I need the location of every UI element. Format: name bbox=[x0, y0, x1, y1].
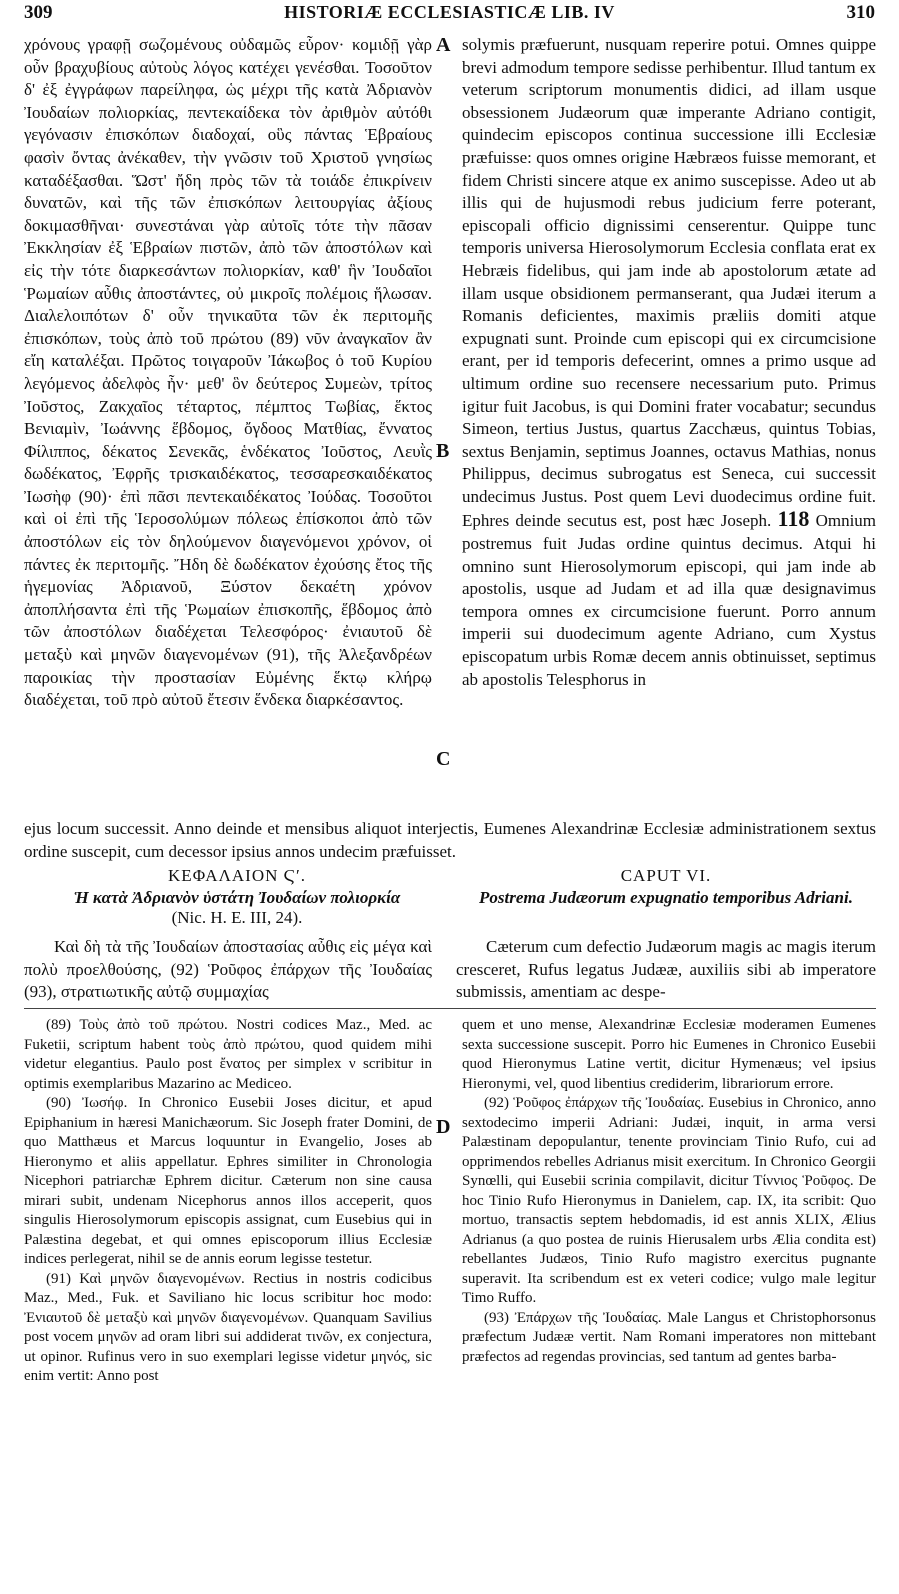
page-number-right: 310 bbox=[846, 2, 875, 23]
chapter-ref-greek: (Nic. H. E. III, 24). bbox=[171, 908, 303, 927]
margin-marker-d: D bbox=[436, 1116, 451, 1138]
chapter-heading-greek bbox=[24, 866, 450, 928]
chapter-title-latin: CAPUT VI. bbox=[620, 866, 712, 885]
footnotes-right bbox=[462, 1016, 876, 1586]
margin-marker-c: C bbox=[436, 748, 451, 770]
running-title: HISTORIÆ ECCLESIASTICÆ LIB. IV bbox=[284, 2, 615, 22]
latin-text-column bbox=[462, 34, 876, 812]
greek-text-column bbox=[24, 34, 432, 812]
margin-marker-b: B bbox=[436, 440, 450, 462]
page-number-left: 309 bbox=[24, 2, 53, 23]
margin-marker-a: A bbox=[436, 34, 451, 56]
chapter-heading-latin bbox=[456, 866, 876, 908]
chapter-subtitle-latin: Postrema Judæorum expugnatio temporibus Adriani. bbox=[479, 888, 853, 907]
footnote-92: (92) Ῥοῦφος ἐπάρχων τῆς Ἰουδαίας. Eusebius in Chronico, anno sextodecimo imperii Adriani: Judæi, inquit, in arma versi Palæstinam depopulantur, tenente provinciam Tinio Rufo, cui ad opprimendos rebelles Adrianus misit exercitum. In Chronico Georgii Synœlli, qui Eusebii scrinia compilavit, dicitur Τίννιος Ῥοῦφος. De hoc Tinio Rufo Hieronymus in Danielem, cap. IX, ita scribit: Quo mortuo, transactis septem hebdomadis, id est annis XLIX, Ælius Adrianus (a quo postea de ruinis Hierusalem urbs Ælia condita est) rebellantes Judæos, Tinio Rufo magistro exercitus pugnante superavit. Ita scribendum est ex veteri codice; vulgo male legitur Timo Ruffo. bbox=[462, 1095, 876, 1306]
chapter-body-greek: Καὶ δὴ τὰ τῆς Ἰουδαίων ἀποστασίας αὖθις εἰς μέγα καὶ πολὺ προελθούσης, (92) Ῥοῦφος ἐπάρχων τῆς Ἰουδαίας (93), στρατιωτικῆς αὐτῷ συμμαχίας bbox=[24, 937, 432, 1002]
footnotes-left bbox=[24, 1016, 432, 1586]
footnote-91-continued: quem et uno mense, Alexandrinæ Ecclesiæ moderamen Eumenes sexta successione suscepit. Porro hic Eumenes in Chronico Eusebii quod Hieronymus Latine vertit, dicitur Hymenæus; vel ipsius Hieronymi, vel, quod libentius crediderim, librariorum errore. bbox=[462, 1017, 876, 1092]
latin-text-after: Omnium postremus fuit Judas ordine quintus decimus. Atqui hi omnino sunt Hierosolymorum episcopi, qui jam inde ab apostolis, usque ad Judam et ad illa quæ designavimus tempora omnes ex circumcisione fuerunt. Porro annum imperii sui duodecimum agente Adriano, cum Xystus episcopatum urbis Romæ decem annis obtinuisset, septimus ab apostolis Telesphorus in bbox=[462, 511, 876, 689]
greek-paragraph: χρόνους γραφῇ σωζομένους οὐδαμῶς εὗρον· κομιδῇ γὰρ οὖν βραχυβίους αὐτοὺς λόγος κατέχει γενέσθαι. Τοσοῦτον δ' ἐξ ἐγγράφων παρείληφα, ὡς μέχρι τῆς κατὰ Ἀδριανὸν Ἰουδαίων πολιορκίας, πεντεκαίδεκα τὸν ἀριθμὸν αὐτόθι γεγόνασιν ἐπισκόπων διαδοχαί, οὓς πάντας Ἑβραίους φασὶν ὄντας ἀνέκαθεν, τὴν γνῶσιν τοῦ Χριστοῦ γνησίως καταδέξασθαι. Ὥστ' ἤδη πρὸς τῶν τὰ τοιάδε ἐπικρίνειν δυνατῶν, καὶ τῆς τῶν ἐπισκόπων λειτουργίας ἀξίους δοκιμασθῆναι· συνεστάναι γὰρ αὐτοῖς τότε τὴν πᾶσαν Ἐκκλησίαν ἐξ Ἑβραίων πιστῶν, ἀπὸ τῶν ἀποστόλων καὶ εἰς τὴν τότε διαρκεσάντων πολιορκίαν, καθ' ἣν Ἰουδαῖοι Ῥωμαίων αὖθις ἀποστάντες, οὐ μικροῖς πολέμοις ἥλωσαν. Διαλελοιπότων δ' οὖν τηνικαῦτα τῶν ἐκ περιτομῆς ἐπισκόπων, τοὺς ἀπὸ τοῦ πρώτου (89) νῦν ἀναγκαῖον ἂν εἴη καταλέξαι. Πρῶτος τοιγαροῦν Ἰάκωβος ὁ τοῦ Κυρίου λεγόμενος ἀδελφὸς ἦν· μεθ' ὃν δεύτερος Συμεὼν, τρίτος Ἰοῦστος, Ζακχαῖος τέταρτος, πέμπτος Τωβίας, ἕκτος Βενιαμὶν, Ἰωάννης ἕβδομος, ὄγδοος Ματθίας, ἔννατος Φίλιππος, δέκατος Σενεκᾶς, ἑνδέκατος Ἰοῦστος, Λευῒς δωδέκατος, Ἐφρῆς τρισκαιδέκατος, τεσσαρεσκαιδέκατος Ἰωσὴφ (90)· ἐπὶ πᾶσι πεντεκαιδέκατος Ἰούδας. Τοσοῦτοι καὶ οἱ ἐπὶ τῆς Ἱεροσολύμων πόλεως ἐπίσκοποι ἀπὸ τῶν ἀποστόλων εἰς τὸν δηλούμενον διαγενόμενοι χρόνον, οἱ πάντες ἐκ περιτομῆς. Ἤδη δὲ δωδέκατον ἐχούσης ἔτος τῆς ἡγεμονίας Ἀδριανοῦ, Ξύστον δεκαέτη χρόνον ἀποπλήσαντα ἐπὶ τῆς Ῥωμαίων ἐπισκοπῆς, ἕβδομος ἀπὸ τῶν ἀποστόλων διαδέχεται Τελεσφόρος· ἐνιαυτοῦ δὲ μεταξὺ καὶ μηνῶν διαγενομένων (91), τῆς Ἀλεξανδρέων παροικίας τὴν προστασίαν Εὐμένης ἕκτῳ κλήρῳ διαδέχεται, τοῦ πρὸ αὐτοῦ ἔτεσιν ἕνδεκα διαρκέσαντος. bbox=[24, 35, 432, 710]
chapter-title-greek: ΚΕΦΑΛΑΙΟΝ Ϛʹ. bbox=[168, 866, 306, 885]
chapter-body-latin: Cæterum cum defectio Judæorum magis ac magis iterum cresceret, Rufus legatus Judææ, auxiliis sibi ab imperatore submissis, amentiam ac despe- bbox=[456, 937, 876, 1002]
latin-paragraph bbox=[462, 34, 876, 691]
column-number-118: 118 bbox=[777, 506, 810, 532]
spanning-latin-text: ejus locum successit. Anno deinde et mensibus aliquot interjectis, Eumenes Alexandrinæ Ecclesiæ administrationem sextus ordine suscepit, cum decessor ipsius annos undecim præfuisset. bbox=[24, 819, 876, 861]
footnote-89: (89) Τοὺς ἀπὸ τοῦ πρώτου. Nostri codices Maz., Med. ac Fuketii, scriptum habent τοὺς ἀπὸ πρώτου, quod quidem mihi videtur elegantius. Paulo post ἔνατος per simplex ν scribitur in optimis exemplaribus Mazarino ac Mediceo. bbox=[24, 1017, 432, 1092]
footnote-93: (93) Ἐπάρχων τῆς Ἰουδαίας. Male Langus et Christophorsonus præfectum Judææ vertit. Nam Romani imperatores non mittebant præfectos ad regendas provincias, sed tantum ad gentes barba- bbox=[462, 1309, 876, 1365]
footnote-91: (91) Καὶ μηνῶν διαγενομένων. Rectius in nostris codicibus Maz., Med., Fuk. et Saviliano hic locus scribitur hoc modo: Ἐνιαυτοῦ δὲ μεταξὺ καὶ μηνῶν διαγενομένων. Quanquam Savilius post vocem μηνῶν ad oram libri sui addiderat τινῶν, ex conjectura, ut opinor. Rufinus vero in suo exemplari legisse videtur μηνός, sic enim vertit: Anno post bbox=[24, 1270, 432, 1384]
chapter-subtitle-greek: Ἡ κατὰ Ἀδριανὸν ὑστάτη Ἰουδαίων πολιορκία bbox=[73, 888, 401, 907]
latin-text-before: solymis præfuerunt, nusquam reperire potui. Omnes quippe brevi admodum tempore sedisse perhibentur. Illud tantum ex veterum scriptorum monumentis didici, ad illam usque obsessionem Judæorum quæ imperante Adriano contigit, quindecim episcopos continua successione illi Ecclesiæ præfuisse: quos omnes origine Hæbræos fuisse memorant, et fidem Christi sincere atque ex animo suscepisse. Adeo ut ab illis qui de hujusmodi rebus judicium ferre poterant, episcopali officio dignissimi censerentur. Quippe tunc temporis universa Hierosolymorum Ecclesia conflata erat ex Hebræis fidelibus, qui jam inde ab apostolorum ætate ad illam usque obsidionem permanserant, qua Judæi iterum a Romanis deficientes, maximis præliis domiti atque expugnati sunt. Proinde cum episcopi qui ex circumcisione erant, per id temporis defecerint, omnes a primo usque ad ultimum ordine suo recensere necessarium puto. Primus igitur fuit Jacobus, is qui Domini frater vocabatur; secundus Simeon, tertius Justus, quartus Zacchæus, quintus Tobias, sextus Benjamin, septimus Joannes, octavus Mathias, nonus Philippus, decimus subrogatus est Seneca, cui successit undecimus Justus. Post quem Levi duodecimus ordine fuit. Ephres deinde secutus est, post hæc Joseph. bbox=[462, 35, 876, 531]
footnote-divider bbox=[24, 1008, 876, 1009]
footnote-90: (90) Ἰωσήφ. In Chronico Eusebii Joses dicitur, et apud Epiphanium in hæresi Manichæorum. Sic Joseph frater Domini, de quo Matthæus et Marcus loquuntur in Evangelio, Joses ab Hieronymo et aliis appellatur. Ephres similiter in Chronologia Nicephori patriarchæ Ephrem dicitur. Cæterum non sine causa mirari subit, undenam Nicephorus annos illos acceperit, quos singulis Hierosolymorum episcopis assignat, cum Eusebius qui in Palæstina degebat, et qui omnes episcoporum illius Ecclesiæ indices perlegerat, nihil se de annis eorum legisse testetur. bbox=[24, 1095, 432, 1267]
